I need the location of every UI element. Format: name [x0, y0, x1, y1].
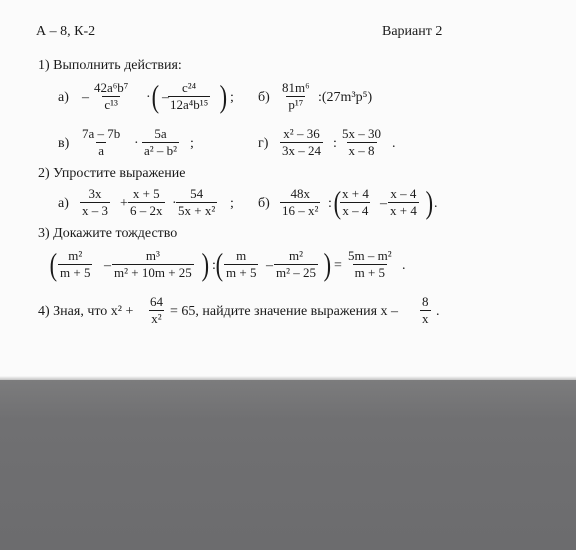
task1g-den1: 3x – 24: [282, 143, 321, 158]
task1v-fraction1: [80, 126, 122, 159]
task1v-dot: ·: [134, 136, 139, 151]
task3-fraction2: [112, 248, 194, 281]
task3-fraction3: [224, 248, 258, 281]
task4-middle: = 65, найдите значение выражения x –: [170, 304, 399, 319]
task3-title: 3) Докажите тождество: [38, 226, 178, 241]
task3-right-paren1: ): [201, 246, 210, 282]
task3-left-paren2: (: [215, 246, 224, 282]
task1g-num2: 5x – 30: [342, 126, 381, 141]
task1-title: 1) Выполнить действия:: [38, 58, 182, 73]
task1a-right-paren: ): [219, 78, 228, 114]
task3-num3: m: [236, 248, 247, 263]
task2a-num1: 3x: [88, 186, 102, 201]
task1a-dot: ·: [146, 90, 151, 105]
task3-den4: m² – 25: [276, 265, 317, 280]
task4-num2: 8: [422, 294, 429, 309]
task1b-label: б): [258, 90, 270, 105]
task3-minus2: –: [266, 258, 273, 273]
task2b-end: .: [434, 196, 438, 211]
task3-right-paren2: ): [323, 246, 332, 282]
task2b-right-paren: ): [425, 184, 434, 220]
task1g-end: .: [392, 136, 396, 151]
task2b-num2: x + 4: [342, 186, 369, 201]
task2a-fraction1: [80, 186, 110, 219]
task2a-fraction3: [176, 186, 217, 219]
task3-fraction1: [58, 248, 92, 281]
task1a-den2: 12a⁴b¹⁵: [170, 97, 209, 112]
task1g-fraction2: [340, 126, 383, 159]
task4-den2: x: [422, 311, 429, 326]
task4-end: .: [436, 304, 440, 319]
task2b-left-paren: (: [333, 184, 342, 220]
task3-num2: m³: [145, 248, 160, 263]
task2b-den3: x + 4: [390, 203, 417, 218]
task4-num: 64: [150, 294, 163, 309]
task1v-den1: a: [98, 143, 105, 158]
task1a-fraction2: [168, 80, 210, 113]
task3-num1: m²: [68, 248, 83, 263]
task1v-den2: a² – b²: [144, 143, 178, 158]
task1v-num2: 5a: [154, 126, 167, 141]
task1g-fraction1: [280, 126, 323, 159]
task4-den: x²: [151, 311, 162, 326]
task2b-den2: x – 4: [342, 203, 369, 218]
task1a-end: ;: [230, 90, 234, 105]
task1a-fraction1: [92, 80, 130, 113]
task2b-num3: x – 4: [390, 186, 417, 201]
task3-fraction4: [274, 248, 318, 281]
task1g-num1: x² – 36: [283, 126, 320, 141]
variant-label: Вариант 2: [382, 24, 443, 39]
task1v-end: ;: [190, 136, 194, 151]
task3-left-paren1: (: [49, 246, 58, 282]
task2b-num1: 48x: [290, 186, 310, 201]
task1a-den1: c¹³: [104, 97, 118, 112]
class-code: А – 8, К-2: [36, 24, 96, 39]
task3-num5: 5m – m²: [348, 248, 392, 263]
task1g-den2: x – 8: [348, 143, 375, 158]
task1a-left-paren: (: [151, 78, 160, 114]
task1a-minus: –: [82, 90, 89, 105]
task2a-end: ;: [230, 196, 234, 211]
task2-title: 2) Упростите выражение: [38, 166, 186, 181]
task2b-den1: 16 – x²: [282, 203, 319, 218]
task2b-label: б): [258, 196, 270, 211]
task2a-den3: 5x + x²: [178, 203, 216, 218]
task1b-num: 81m⁶: [282, 80, 310, 95]
task2b-minus: –: [380, 196, 387, 211]
task4-prefix: 4) Зная, что x² +: [38, 304, 134, 319]
background-surface: [0, 380, 576, 550]
task3-den1: m + 5: [60, 265, 91, 280]
task3-den3: m + 5: [226, 265, 257, 280]
task3-end: .: [402, 258, 406, 273]
task1a-label: а): [58, 90, 69, 105]
task2b-fraction2: [340, 186, 371, 219]
task3-den5: m + 5: [354, 265, 386, 280]
task1b-fraction: [280, 80, 312, 113]
task1b-den: p¹⁷: [288, 97, 304, 112]
task4-fraction2: [420, 294, 431, 327]
task1g-label: г): [258, 136, 269, 151]
task3-colon: :: [212, 258, 216, 273]
task2a-label: а): [58, 196, 69, 211]
task3-eq: =: [334, 258, 342, 273]
task1v-num1: 7a – 7b: [82, 126, 121, 141]
task1b-rest: :(27m³p⁵): [318, 90, 373, 105]
task1a-minus2: –: [162, 90, 169, 105]
task2a-den1: x – 3: [82, 203, 108, 218]
task1a-num2: c²⁴: [182, 80, 197, 95]
task1v-fraction2: [142, 126, 179, 159]
task2a-den2: 6 – 2x: [130, 203, 163, 218]
task1g-colon: :: [333, 136, 337, 151]
task3-den2: m² + 10m + 25: [114, 265, 192, 280]
task2a-fraction2: [128, 186, 165, 219]
task4-fraction1: [148, 294, 165, 327]
task2a-dot: ·: [172, 196, 177, 211]
task2a-num3: 54: [190, 186, 204, 201]
task2b-colon: :: [328, 196, 332, 211]
task1v-label: в): [58, 136, 70, 151]
task2a-num2: x + 5: [132, 186, 160, 201]
task2a-plus: +: [120, 196, 128, 211]
task1a-num1: 42a⁶b⁷: [94, 80, 129, 95]
task2b-fraction3: [388, 186, 419, 219]
task3-fraction5: [346, 248, 394, 281]
task3-num4: m²: [289, 248, 304, 263]
task3-minus1: –: [104, 258, 111, 273]
task2b-fraction1: [280, 186, 320, 219]
